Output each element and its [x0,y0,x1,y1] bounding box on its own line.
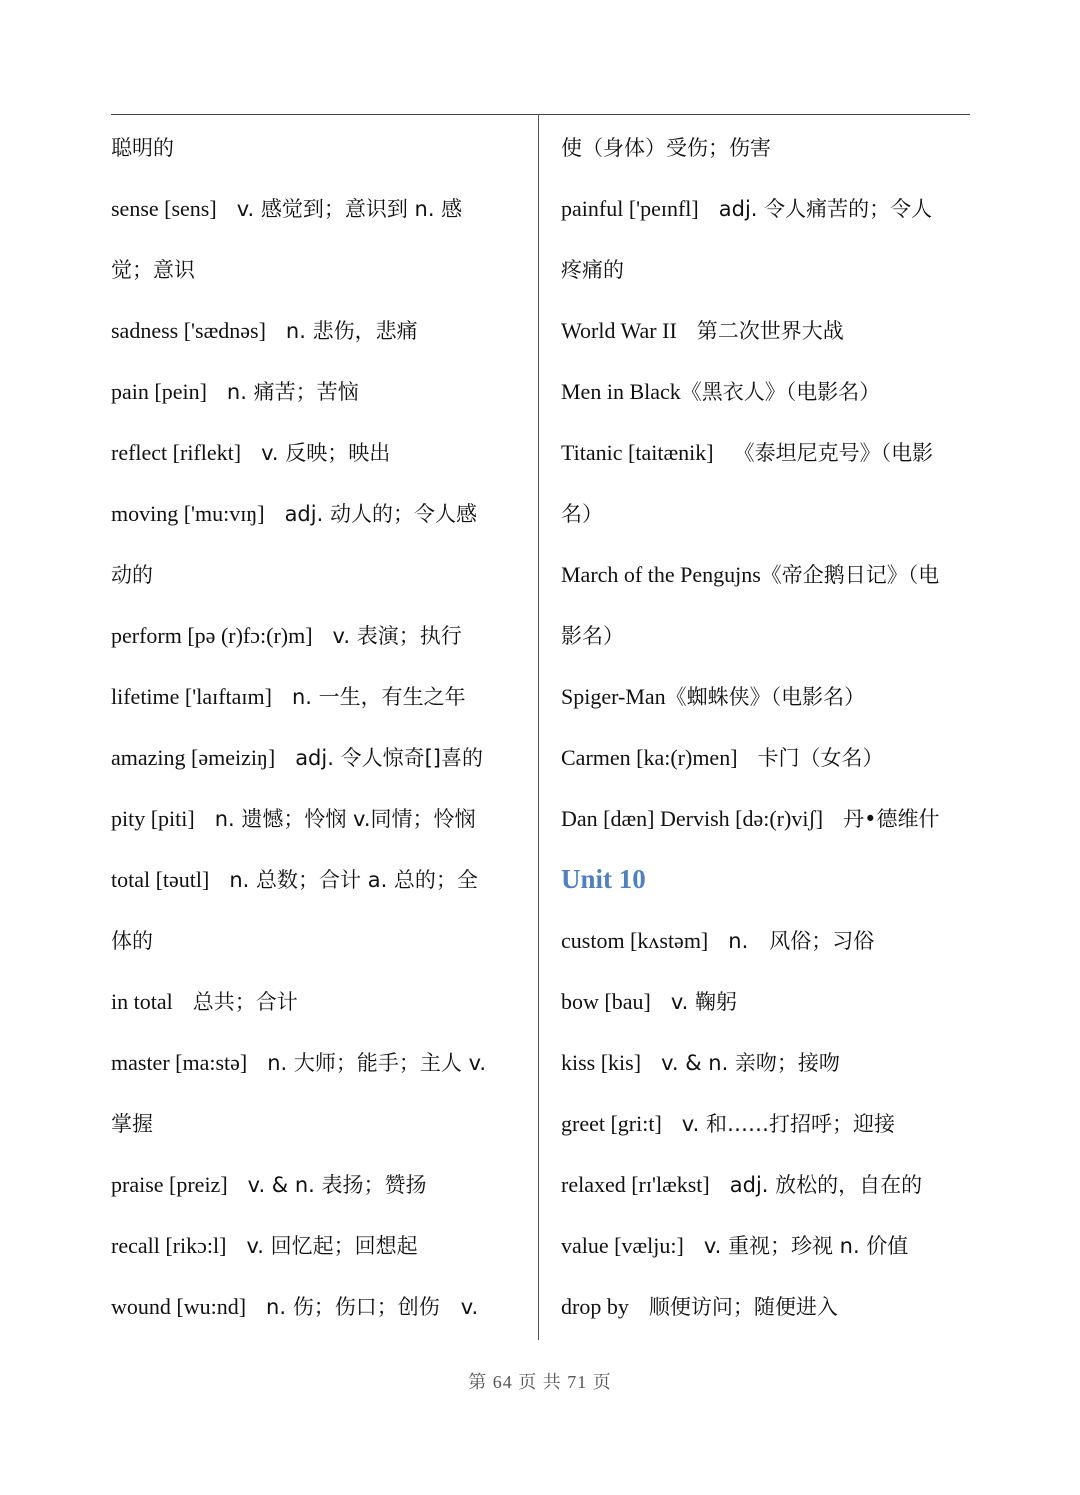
vocab-definition: n. 总数；合计 a. 总的；全 [229,868,478,892]
vocab-entry [561,178,973,239]
vocab-word: Men in Black [561,379,681,404]
vocab-definition: 《泰坦尼克号》（电影 [733,441,934,465]
vocab-definition: 第二次世界大战 [696,319,844,343]
vocab-definition: 觉；意识 [111,258,195,282]
vocab-definition: n. 痛苦；苦恼 [226,380,359,404]
page-footer: 第 64 页 共 71 页 [468,1372,612,1392]
vocab-continuation [111,1093,521,1154]
vocab-entry [111,605,521,666]
vocab-word: pain [pein] [111,379,207,404]
vocab-definition: v. & n. 表扬；赞扬 [247,1173,427,1197]
vocab-word: amazing [əmeiziŋ] [111,745,276,770]
vocab-entry [111,849,521,910]
vocab-word: praise [preiz] [111,1172,228,1197]
vocab-continuation [111,117,521,178]
vocab-definition: adj. 放松的，自在的 [729,1173,923,1197]
vocab-entry [561,361,973,422]
vocab-entry [111,483,521,544]
vocab-word: World War II [561,318,677,343]
vocab-entry [561,910,973,971]
vocab-word: bow [bau] [561,989,651,1014]
vocab-entry [561,1276,973,1337]
vocab-entry [561,1032,973,1093]
vocab-entry [561,300,973,361]
vocab-word: March of the Pengujns [561,562,761,587]
column-divider [538,114,539,1340]
vocab-word: recall [rikɔ:l] [111,1233,227,1258]
vocab-entry [561,971,973,1032]
vocab-definition: 顺便访问；随便进入 [648,1295,838,1319]
vocab-word: painful ['peɪnfl] [561,196,699,221]
vocab-word: pity [piti] [111,806,195,831]
vocab-definition: v. 回忆起；回想起 [246,1234,418,1258]
vocab-entry [111,361,521,422]
vocab-word: greet [gri:t] [561,1111,662,1136]
vocab-word: reflect [riflekt] [111,440,242,465]
vocab-definition: n. 遗憾；怜悯 v.同情；怜悯 [214,807,476,831]
vocab-definition: adj. 令人惊奇[]喜的 [295,746,483,770]
vocab-word: Dan [dæn] Dervish [də:(r)viʃ] [561,806,824,831]
vocab-definition: 影名） [561,624,624,648]
vocab-entry [561,727,973,788]
vocab-definition: 聪明的 [111,136,174,160]
vocab-definition: v. 反映；映出 [261,441,391,465]
vocab-definition: v. 鞠躬 [670,990,737,1014]
vocab-entry [111,727,521,788]
vocab-entry [561,1215,973,1276]
vocab-entry [111,1154,521,1215]
vocab-definition: 丹•德维什 [843,807,940,831]
vocab-word: Spiger-Man [561,684,666,709]
vocab-word: perform [pə (r)fɔ:(r)m] [111,623,313,648]
vocab-entry [111,178,521,239]
vocab-definition: 体的 [111,929,153,953]
vocab-definition: adj. 令人痛苦的；令人 [718,197,933,221]
vocab-continuation [561,239,973,300]
vocab-definition: 《蜘蛛侠》（电影名） [665,685,866,709]
vocab-definition: adj. 动人的；令人感 [284,502,477,526]
top-rule [111,114,970,115]
vocab-definition: n. 风俗；习俗 [728,929,875,953]
vocab-word: custom [kʌstəm] [561,928,709,953]
vocab-word: total [təutl] [111,867,210,892]
vocab-word: lifetime ['laɪftaɪm] [111,684,272,709]
vocab-definition: 名） [561,502,603,526]
vocab-continuation [561,117,973,178]
vocab-word: Carmen [ka:(r)men] [561,745,738,770]
vocab-definition: 《黑衣人》（电影名） [680,380,881,404]
vocab-continuation [111,239,521,300]
vocab-word: sadness ['sædnəs] [111,318,266,343]
vocab-word: relaxed [rɪ'lækst] [561,1172,710,1197]
vocab-entry [561,788,973,849]
vocab-entry [111,666,521,727]
vocab-definition: 疼痛的 [561,258,624,282]
vocab-entry [111,1215,521,1276]
vocab-word: moving ['mu:vɪŋ] [111,501,265,526]
vocab-entry [561,1154,973,1215]
unit-heading [561,849,973,910]
vocab-definition: v. 重视；珍视 n. 价值 [703,1234,909,1258]
vocab-definition: n. 一生，有生之年 [291,685,466,709]
vocab-entry [111,1276,521,1337]
vocab-word: kiss [kis] [561,1050,642,1075]
vocab-definition: 使（身体）受伤；伤害 [561,136,771,160]
vocab-word: drop by [561,1294,629,1319]
vocab-definition: 动的 [111,563,153,587]
vocab-entry [111,971,521,1032]
vocab-continuation [111,910,521,971]
vocab-entry [561,544,973,605]
left-column [111,117,521,1337]
vocab-word: value [vælju:] [561,1233,684,1258]
vocab-definition: 卡门（女名） [757,746,884,770]
vocab-word: sense [sens] [111,196,217,221]
vocab-continuation [561,483,973,544]
vocab-entry [561,666,973,727]
vocab-word: Titanic [taitænik] [561,440,714,465]
vocab-word: in total [111,989,173,1014]
vocab-definition: n. 大师；能手；主人 v. [267,1051,487,1075]
vocab-definition: v. 感觉到；意识到 n. 感 [236,197,463,221]
vocab-definition: 《帝企鹅日记》（电 [760,563,940,587]
vocab-definition: v. & n. 亲吻；接吻 [661,1051,840,1075]
vocab-definition: 总共；合计 [192,990,298,1014]
vocab-entry [111,300,521,361]
vocab-continuation [111,544,521,605]
vocab-definition: v. 表演；执行 [332,624,462,648]
vocab-continuation [561,605,973,666]
vocab-word: wound [wu:nd] [111,1294,247,1319]
vocab-definition: v. 和……打招呼；迎接 [681,1112,895,1136]
vocab-word: master [ma:stə] [111,1050,248,1075]
vocab-entry [111,1032,521,1093]
unit-heading-text: Unit 10 [561,864,646,894]
right-column [561,117,973,1337]
vocab-entry [561,422,973,483]
vocab-definition: n. 伤；伤口；创伤 v. [266,1295,479,1319]
vocab-entry [111,422,521,483]
vocab-definition: 掌握 [111,1112,153,1136]
vocab-entry [561,1093,973,1154]
vocab-definition: n. 悲伤，悲痛 [285,319,418,343]
vocab-entry [111,788,521,849]
